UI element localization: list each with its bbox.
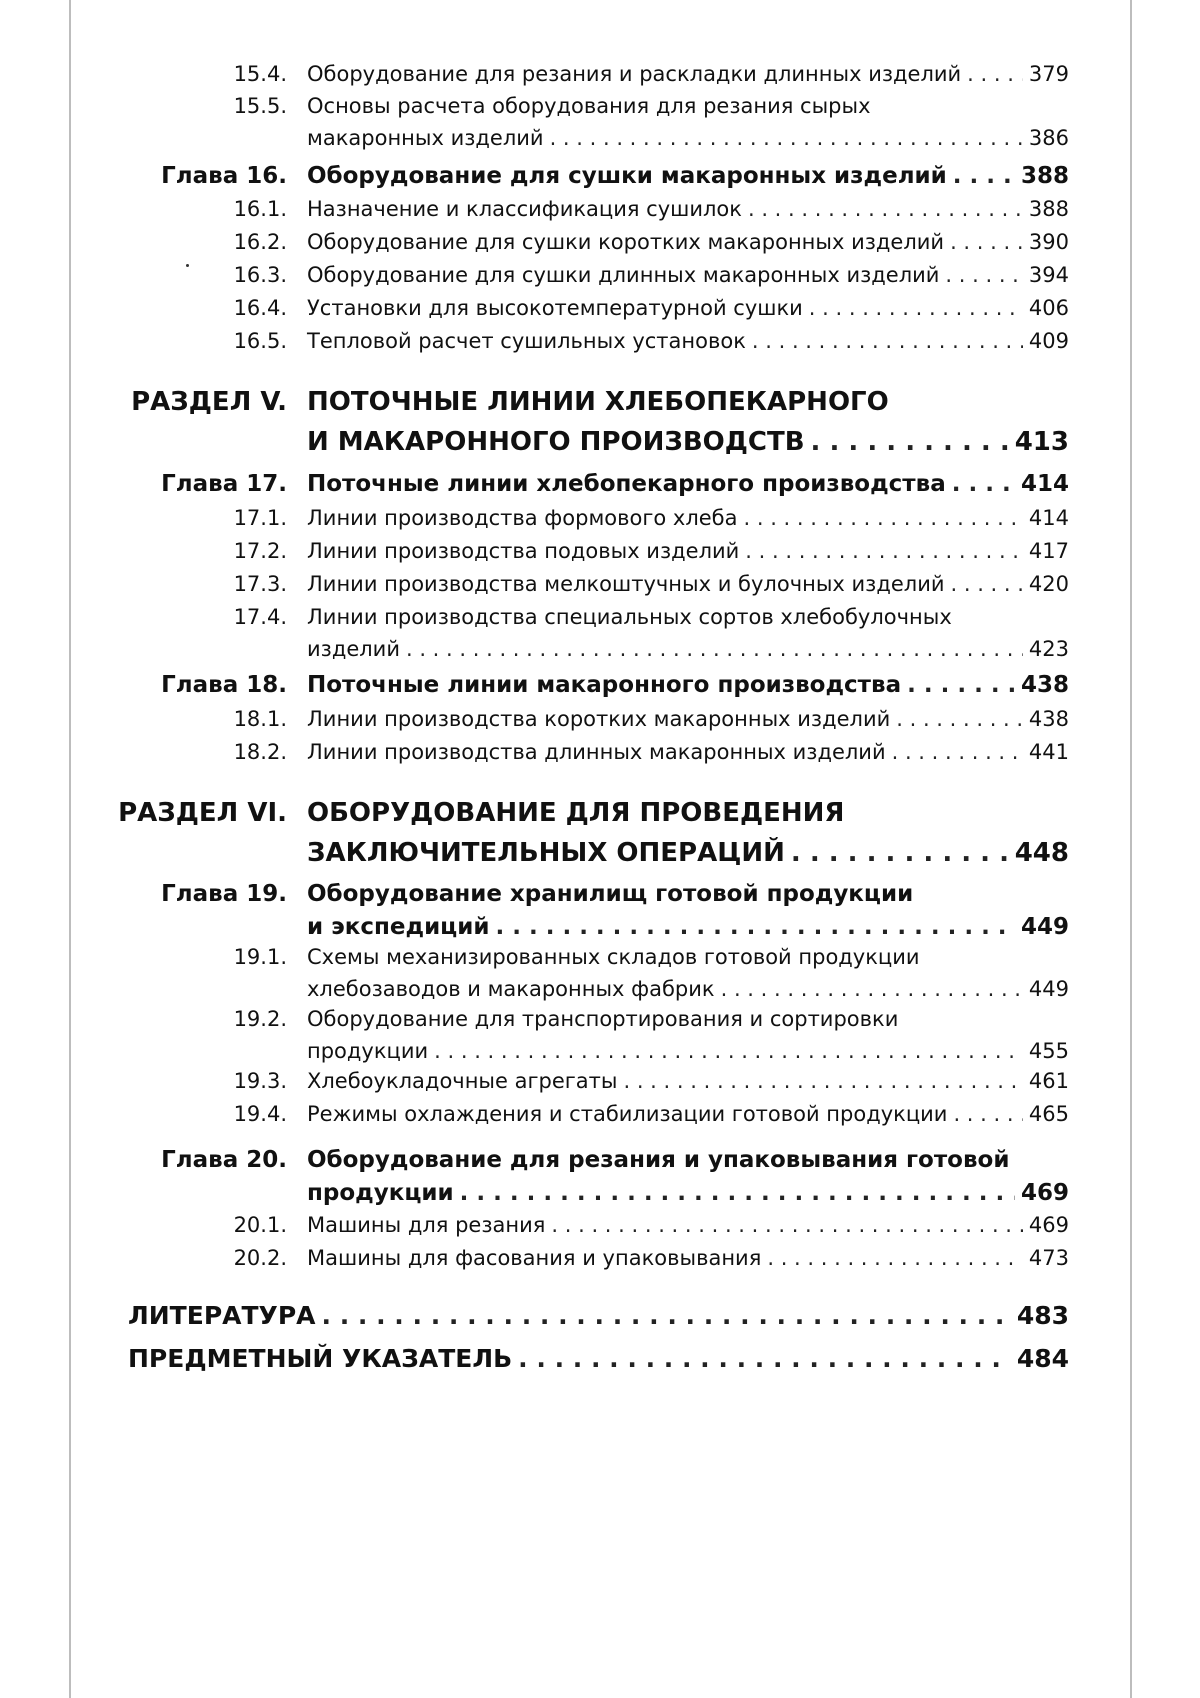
toc-title: ЗАКЛЮЧИТЕЛЬНЫХ ОПЕРАЦИЙ <box>307 838 785 868</box>
toc-number: 18.1. <box>233 707 287 731</box>
toc-page-number: 390 <box>1028 230 1069 254</box>
toc-page-number: 420 <box>1028 572 1069 596</box>
toc-line <box>307 941 1069 973</box>
toc-line <box>307 793 1069 833</box>
toc-number: 17.2. <box>233 539 287 563</box>
toc-line <box>307 259 1069 291</box>
toc-page-number: 386 <box>1028 126 1069 150</box>
toc-number: 20.2. <box>233 1246 287 1270</box>
dot-leader <box>950 226 1023 258</box>
toc-number: 16.5. <box>233 329 287 353</box>
toc-number: РАЗДЕЛ V. <box>131 387 287 417</box>
toc-number: 16.3. <box>233 263 287 287</box>
toc-title: Режимы охлаждения и стабилизации готовой продукции <box>307 1102 948 1126</box>
toc-title: Линии производства формового хлеба <box>307 506 738 530</box>
toc-page-number: 423 <box>1028 637 1069 661</box>
dot-leader <box>892 736 1023 768</box>
toc-page-number: 388 <box>1020 162 1069 189</box>
toc-number: Глава 18. <box>161 671 287 698</box>
toc-title: хлебозаводов и макаронных фабрик <box>307 977 715 1001</box>
toc-page-number: 414 <box>1020 470 1069 497</box>
toc-line <box>307 382 1069 422</box>
toc-title: продукции <box>307 1179 454 1206</box>
toc-line <box>307 878 1069 911</box>
dot-leader <box>896 703 1023 735</box>
toc-title: ЛИТЕРАТУРА <box>128 1301 316 1330</box>
dot-leader <box>809 292 1023 324</box>
toc-page-number: 413 <box>1014 427 1069 457</box>
toc-page-number: 379 <box>1028 62 1069 86</box>
dot-leader <box>518 1343 1011 1375</box>
toc-line <box>307 502 1069 534</box>
toc-page-number: 473 <box>1028 1246 1069 1270</box>
toc-title: Оборудование для резания и упаковывания готовой <box>307 1146 1010 1173</box>
toc-title: Хлебоукладочные агрегаты <box>307 1069 618 1093</box>
dot-leader <box>952 468 1015 501</box>
dot-leader <box>953 160 1015 193</box>
toc-line <box>307 1209 1069 1241</box>
toc-title: продукции <box>307 1039 429 1063</box>
toc-number: Глава 16. <box>161 162 287 189</box>
toc-number: 17.1. <box>233 506 287 530</box>
dot-leader <box>406 633 1023 665</box>
dot-leader <box>752 325 1023 357</box>
dot-leader <box>550 122 1023 154</box>
toc-number: Глава 20. <box>161 1146 287 1173</box>
toc-title: Линии производства коротких макаронных изделий <box>307 707 891 731</box>
toc-line <box>307 669 1069 702</box>
dot-leader <box>811 422 1009 462</box>
toc-page-number: 461 <box>1028 1069 1069 1093</box>
toc-line <box>307 911 1069 944</box>
toc-number: 17.4. <box>233 605 287 629</box>
toc-line <box>128 1300 1069 1332</box>
dot-leader <box>744 502 1023 534</box>
toc-title: Схемы механизированных складов готовой продукции <box>307 945 920 969</box>
toc-page-number: 406 <box>1028 296 1069 320</box>
toc-title: Линии производства мелкоштучных и булочных изделий <box>307 572 945 596</box>
toc-page-number: 455 <box>1028 1039 1069 1063</box>
toc-line <box>307 468 1069 501</box>
toc-line <box>307 535 1069 567</box>
dot-leader <box>945 259 1022 291</box>
toc-page-number: 449 <box>1020 913 1069 940</box>
toc-line <box>307 703 1069 735</box>
toc-number: 15.4. <box>233 62 287 86</box>
toc-line <box>307 226 1069 258</box>
toc-title: Линии производства специальных сортов хлебобулочных <box>307 605 952 629</box>
toc-title: Поточные линии макаронного производства <box>307 671 902 698</box>
dot-leader <box>623 1065 1022 1097</box>
dot-leader <box>322 1300 1011 1332</box>
toc-number: РАЗДЕЛ VI. <box>118 798 287 828</box>
toc-line <box>307 1177 1069 1210</box>
toc-line <box>307 973 1069 1005</box>
toc-number: 19.1. <box>233 945 287 969</box>
toc-title: Оборудование для сушки коротких макаронных изделий <box>307 230 945 254</box>
toc-line <box>307 325 1069 357</box>
toc-page-number: 469 <box>1028 1213 1069 1237</box>
toc-line <box>307 601 1069 633</box>
toc-title: макаронных изделий <box>307 126 544 150</box>
toc-number: Глава 19. <box>161 880 287 907</box>
dot-leader <box>434 1035 1023 1067</box>
toc-page-number: 465 <box>1028 1102 1069 1126</box>
toc-line <box>307 90 1069 122</box>
dot-leader <box>907 669 1015 702</box>
toc-number: 17.3. <box>233 572 287 596</box>
toc-title: Машины для фасования и упаковывания <box>307 1246 762 1270</box>
dot-leader <box>791 833 1009 873</box>
toc-title: ПОТОЧНЫЕ ЛИНИИ ХЛЕБОПЕКАРНОГО <box>307 387 889 417</box>
toc-page-number: 414 <box>1028 506 1069 530</box>
toc-number: 15.5. <box>233 94 287 118</box>
toc-title: ОБОРУДОВАНИЕ ДЛЯ ПРОВЕДЕНИЯ <box>307 798 845 828</box>
toc-line <box>307 1098 1069 1130</box>
toc-page-number: 394 <box>1028 263 1069 287</box>
toc-page-number: 438 <box>1028 707 1069 731</box>
toc-page-number: 388 <box>1028 197 1069 221</box>
toc-title: Линии производства подовых изделий <box>307 539 740 563</box>
toc-number: 19.4. <box>233 1102 287 1126</box>
dot-leader <box>953 1098 1022 1130</box>
dot-leader <box>951 568 1023 600</box>
toc-title: Линии производства длинных макаронных изделий <box>307 740 886 764</box>
dot-leader <box>551 1209 1023 1241</box>
toc-title: Тепловой расчет сушильных установок <box>307 329 746 353</box>
toc-title: Оборудование для сушки длинных макаронных изделий <box>307 263 940 287</box>
toc-page-number: 449 <box>1028 977 1069 1001</box>
toc-line <box>307 633 1069 665</box>
toc-page-number: 438 <box>1020 671 1069 698</box>
toc-line <box>307 1144 1069 1177</box>
toc-number: 19.2. <box>233 1007 287 1031</box>
toc-title: Установки для высокотемпературной сушки <box>307 296 803 320</box>
toc-page-number: 409 <box>1028 329 1069 353</box>
toc-page-number: 448 <box>1014 838 1069 868</box>
toc-number: 20.1. <box>233 1213 287 1237</box>
toc-line <box>307 568 1069 600</box>
toc-line <box>307 292 1069 324</box>
dot-leader <box>721 973 1023 1005</box>
toc-title: Оборудование для сушки макаронных изделий <box>307 162 947 189</box>
toc-number: 16.2. <box>233 230 287 254</box>
toc-line <box>307 160 1069 193</box>
toc-line <box>307 736 1069 768</box>
toc-number: 16.4. <box>233 296 287 320</box>
dot-leader <box>495 911 1015 944</box>
toc-number: 16.1. <box>233 197 287 221</box>
toc-title: Поточные линии хлебопекарного производства <box>307 470 946 497</box>
dot-leader <box>748 193 1023 225</box>
toc-title: ПРЕДМЕТНЫЙ УКАЗАТЕЛЬ <box>128 1344 513 1373</box>
toc-page-number: 417 <box>1028 539 1069 563</box>
toc-page-number: 469 <box>1020 1179 1069 1206</box>
toc-line <box>307 1242 1069 1274</box>
toc-title: Оборудование для резания и раскладки длинных изделий <box>307 62 962 86</box>
toc-line <box>307 122 1069 154</box>
toc-number: 18.2. <box>233 740 287 764</box>
toc-line <box>128 1343 1069 1375</box>
toc-line <box>307 1003 1069 1035</box>
toc-line <box>307 833 1069 873</box>
toc-title: Оборудование хранилищ готовой продукции <box>307 880 914 907</box>
toc-line <box>307 58 1069 90</box>
toc-line <box>307 193 1069 225</box>
toc-number: 19.3. <box>233 1069 287 1093</box>
toc-title: Назначение и классификация сушилок <box>307 197 742 221</box>
toc-page-number: 483 <box>1016 1301 1069 1330</box>
toc-line <box>307 1065 1069 1097</box>
toc-page-number: 441 <box>1028 740 1069 764</box>
toc-title: Основы расчета оборудования для резания сырых <box>307 94 871 118</box>
toc-number: Глава 17. <box>161 470 287 497</box>
toc-title: изделий <box>307 637 400 661</box>
toc-title: Машины для резания <box>307 1213 546 1237</box>
toc-line <box>307 422 1069 462</box>
toc-title: И МАКАРОННОГО ПРОИЗВОДСТВ <box>307 427 805 457</box>
dot-leader <box>767 1242 1023 1274</box>
dot-leader <box>460 1177 1015 1210</box>
toc-title: Оборудование для транспортирования и сортировки <box>307 1007 899 1031</box>
toc-line <box>307 1035 1069 1067</box>
dot-leader <box>745 535 1023 567</box>
toc-title: и экспедиций <box>307 913 490 940</box>
toc-page-number: 484 <box>1016 1344 1069 1373</box>
dot-leader <box>967 58 1023 90</box>
